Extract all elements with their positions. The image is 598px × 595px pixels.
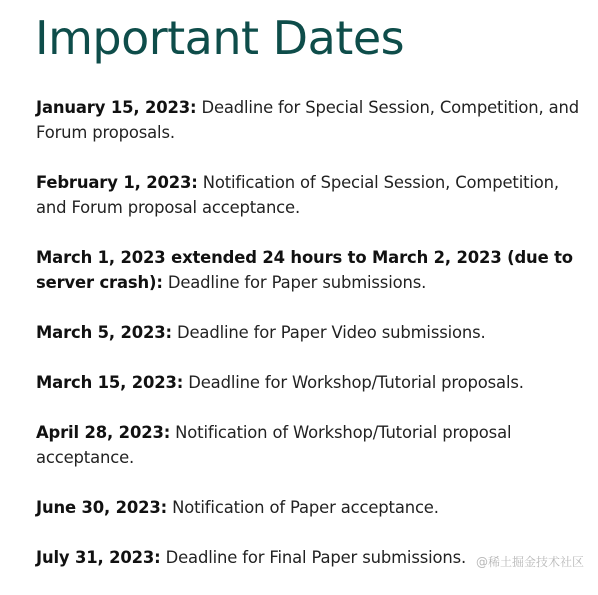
entry-date: June 30, 2023: — [36, 498, 168, 517]
date-entry-jan-15 — [36, 95, 592, 145]
entry-description: Deadline for Paper Video submissions. — [177, 323, 486, 342]
entry-description: Deadline for Workshop/Tutorial proposals. — [188, 373, 524, 392]
entry-description: Deadline for Final Paper submissions. — [165, 548, 467, 567]
important-dates-list — [36, 95, 592, 595]
page-title: Important Dates — [35, 11, 405, 65]
entry-description: Notification of Paper acceptance. — [172, 498, 439, 517]
entry-description: Notification of Special Session, Competition, and Forum proposal acceptance. — [36, 173, 559, 217]
entry-description: Notification of Workshop/Tutorial proposal acceptance. — [36, 423, 512, 467]
entry-date: February 1, 2023: — [36, 173, 198, 192]
entry-description: Deadline for Special Session, Competition, and Forum proposals. — [36, 98, 580, 142]
watermark-text: @稀土掘金技术社区 — [475, 555, 584, 569]
entry-date: March 15, 2023: — [36, 373, 184, 392]
entry-date: January 15, 2023: — [36, 98, 197, 117]
date-entry-jun-30 — [36, 495, 592, 520]
date-entry-mar-5 — [36, 320, 592, 345]
entry-date: July 31, 2023: — [36, 548, 161, 567]
date-entry-mar-1 — [36, 245, 592, 295]
entry-date: March 1, 2023 extended 24 hours to March 2, 2023 (due to server crash): — [36, 248, 573, 292]
date-entry-apr-28 — [36, 420, 592, 470]
entry-date: April 28, 2023: — [36, 423, 171, 442]
entry-description: Deadline for Paper submissions. — [167, 273, 427, 292]
entry-date: March 5, 2023: — [36, 323, 172, 342]
date-entry-feb-1 — [36, 170, 592, 220]
date-entry-mar-15 — [36, 370, 592, 395]
